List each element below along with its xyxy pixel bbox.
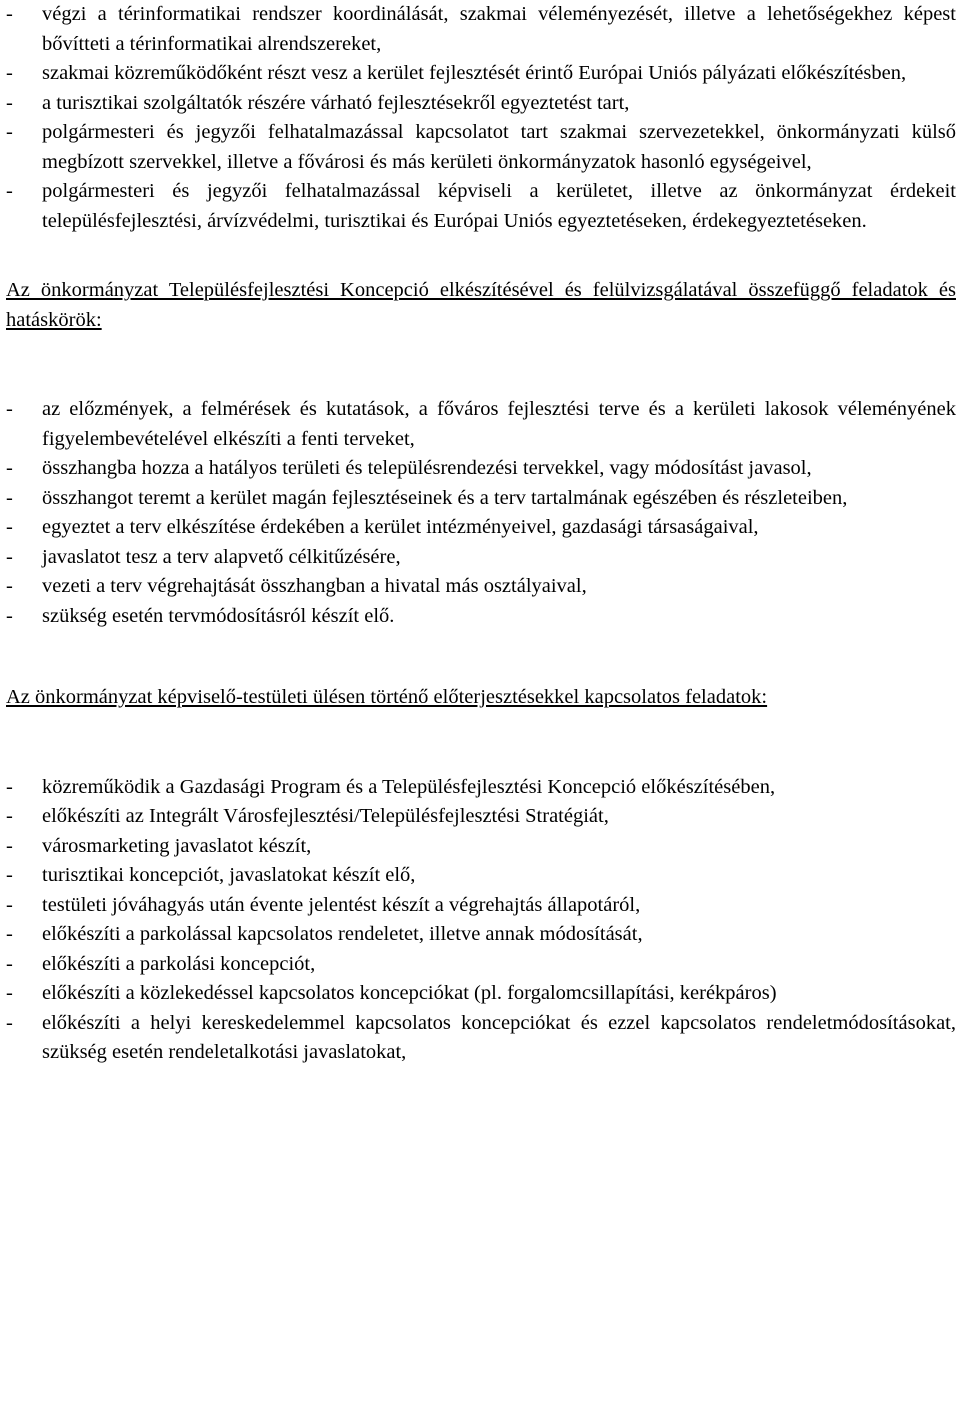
list-dash: - (6, 775, 13, 798)
list-dash: - (6, 545, 13, 568)
list-item (6, 950, 956, 980)
list-item (6, 802, 956, 832)
list-item (6, 920, 956, 950)
list-item-text: polgármesteri és jegyzői felhatalmazással képviseli a kerületet, illetve az önkormányzat érdekeit településfejlesztési, árvízvédelmi, turisztikai és Európai Uniós egyeztetéseken, érdekegyeztetéseken. (42, 180, 956, 232)
list-item-text: vezeti a terv végrehajtását összhangban a hivatal más osztályaival, (42, 575, 587, 597)
list-item (6, 602, 956, 632)
list-item-text: az előzmények, a felmérések és kutatások, a főváros fejlesztési terve és a kerületi lakosok véleményének figyelembevételével elkészíti a fenti terveket, (42, 398, 956, 450)
list-item (6, 572, 956, 602)
list-item-text: közreműködik a Gazdasági Program és a Településfejlesztési Koncepció előkészítésében, (42, 775, 776, 798)
list-item (6, 454, 956, 484)
list-dash: - (6, 982, 13, 1004)
list-item (6, 861, 956, 891)
list-item-text: egyeztet a terv elkészítése érdekében a kerület intézményeivel, gazdasági társaságaival, (42, 516, 759, 538)
list-item (6, 118, 956, 177)
list-dash: - (6, 121, 13, 143)
list-item (6, 484, 956, 514)
list-dash: - (6, 91, 13, 114)
intro-task-list (6, 0, 956, 236)
list-dash: - (6, 893, 13, 916)
list-item-text: testületi jóváhagyás után évente jelentést készít a végrehajtás állapotáról, (42, 893, 641, 916)
list-item (6, 177, 956, 236)
list-item (6, 979, 956, 1009)
list-item-text: előkészíti a közlekedéssel kapcsolatos koncepciókat (pl. forgalomcsillapítási, kerékpáros) (42, 982, 777, 1004)
list-dash: - (6, 864, 13, 886)
list-dash: - (6, 575, 13, 597)
list-item (6, 773, 956, 803)
list-item-text: szükség esetén tervmódosításról készít elő. (42, 604, 395, 627)
list-item (6, 832, 956, 862)
section-heading-koncepcio: Az önkormányzat Településfejlesztési Koncepció elkészítésével és felülvizsgálatával összefüggő feladatok és hatáskörök: (6, 279, 956, 331)
list-dash: - (6, 1011, 13, 1034)
list-dash: - (6, 180, 13, 202)
section-heading-eloterjesztesek: Az önkormányzat képviselő-testületi ülésen történő előterjesztésekkel kapcsolatos feladatok: (6, 686, 768, 708)
list-item (6, 89, 956, 119)
list-item (6, 0, 956, 59)
list-item-text: polgármesteri és jegyzői felhatalmazással kapcsolatot tart szakmai szervezetekkel, önkormányzati külső megbízott szervekkel, illetve a fővárosi és más kerületi önkormányzatok hasonló egységeivel, (42, 121, 956, 173)
list-item (6, 543, 956, 573)
list-dash: - (6, 516, 13, 538)
list-dash: - (6, 457, 13, 479)
list-item-text: javaslatot tesz a terv alapvető célkitűzésére, (42, 545, 401, 568)
list-item (6, 395, 956, 454)
list-item-text: szakmai közreműködőként részt vesz a kerület fejlesztését érintő Európai Uniós pályázati előkészítésben, (42, 62, 907, 84)
list-item (6, 1009, 956, 1068)
list-item-text: előkészíti a parkolással kapcsolatos rendeletet, illetve annak módosítását, (42, 923, 643, 945)
list-dash: - (6, 923, 13, 945)
koncepcio-task-list (6, 395, 956, 631)
eloterjesztesek-task-list (6, 773, 956, 1068)
list-dash: - (6, 952, 13, 975)
list-item-text: a turisztikai szolgáltatók részére várható fejlesztésekről egyeztetést tart, (42, 91, 630, 114)
list-item (6, 513, 956, 543)
list-item-text: végzi a térinformatikai rendszer koordinálását, szakmai véleményezését, illetve a lehetőségekhez képest bővítteti a térinformatikai alrendszereket, (42, 3, 956, 55)
list-item (6, 59, 956, 89)
list-dash: - (6, 398, 13, 420)
list-dash: - (6, 486, 13, 509)
list-item (6, 891, 956, 921)
list-dash: - (6, 604, 13, 627)
list-dash: - (6, 805, 13, 827)
list-item-text: turisztikai koncepciót, javaslatokat készít elő, (42, 864, 416, 886)
list-item-text: előkészíti a parkolási koncepciót, (42, 952, 316, 975)
list-dash: - (6, 62, 13, 84)
list-item-text: összhangba hozza a hatályos területi és településrendezési tervekkel, vagy módosítást javasol, (42, 457, 812, 479)
list-item-text: előkészíti a helyi kereskedelemmel kapcsolatos koncepciókat és ezzel kapcsolatos rendeletmódosításokat, szükség esetén rendeletalkotási javaslatokat, (42, 1011, 956, 1063)
list-item-text: városmarketing javaslatot készít, (42, 834, 312, 857)
list-dash: - (6, 3, 13, 25)
list-dash: - (6, 834, 13, 857)
list-item-text: összhangot teremt a kerület magán fejlesztéseinek és a terv tartalmának egészében és részleteiben, (42, 486, 848, 509)
list-item-text: előkészíti az Integrált Városfejlesztési/Településfejlesztési Stratégiát, (42, 805, 609, 827)
